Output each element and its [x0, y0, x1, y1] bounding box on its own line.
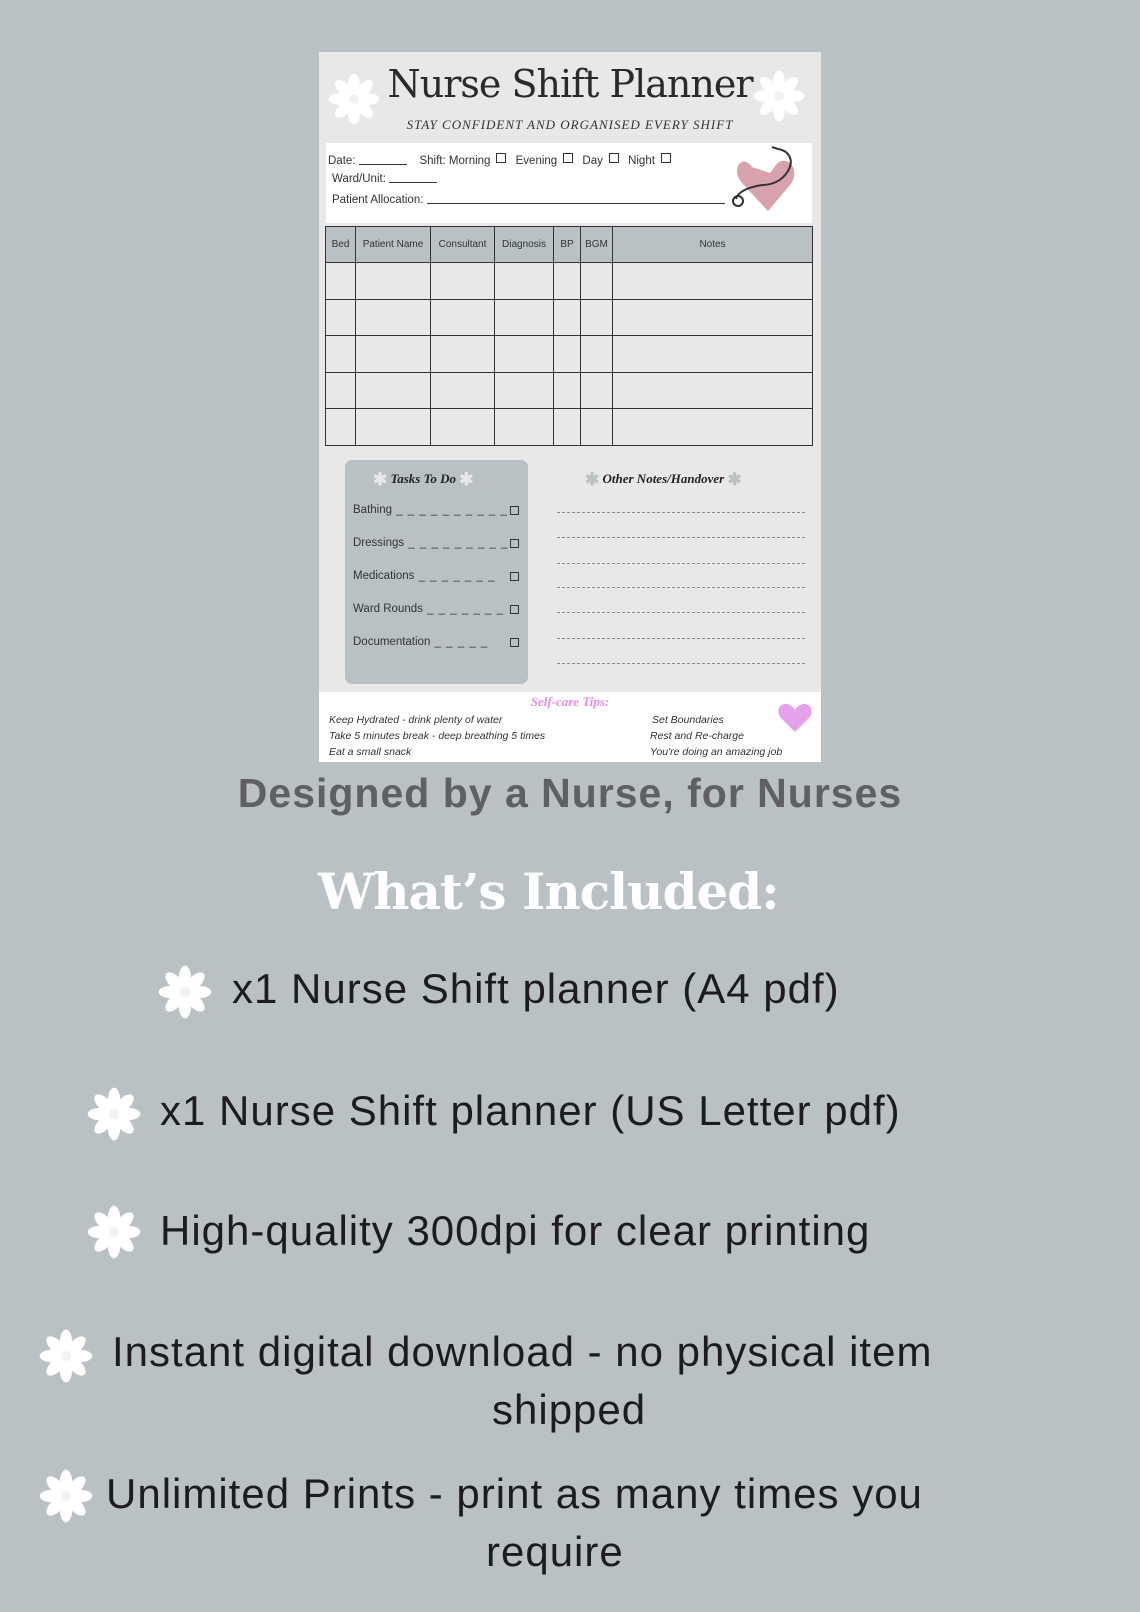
table-cell	[581, 409, 613, 446]
tagline: Designed by a Nurse, for Nurses	[237, 770, 903, 816]
ward-line	[332, 173, 437, 185]
task-item: Documentation _ _ _ _ _	[353, 636, 519, 648]
table-cell	[581, 263, 613, 300]
table-cell	[356, 299, 431, 336]
column-header: BP	[554, 227, 581, 263]
note-line	[557, 587, 805, 588]
table-cell	[554, 409, 581, 446]
planner-preview	[319, 52, 821, 762]
feature-item-continued: shipped	[492, 1386, 647, 1433]
table-cell	[431, 372, 495, 409]
column-header: Patient Name	[356, 227, 431, 263]
task-checkbox	[510, 572, 519, 581]
checkbox-evening	[563, 153, 573, 163]
task-item: Bathing _ _ _ _ _ _ _ _ _ _	[353, 504, 519, 516]
table-cell	[356, 263, 431, 300]
task-item: Medications _ _ _ _ _ _ _	[353, 570, 519, 582]
feature-item: High-quality 300dpi for clear printing	[160, 1207, 871, 1254]
task-label: Bathing	[353, 504, 393, 516]
task-checkbox	[510, 539, 519, 548]
table-cell	[581, 336, 613, 373]
table-cell	[431, 336, 495, 373]
shift-option-night: Night	[628, 155, 655, 167]
table-cell	[356, 336, 431, 373]
checkbox-day	[609, 153, 619, 163]
feature-item: Instant digital download - no physical item	[112, 1328, 933, 1375]
checkbox-morning	[496, 153, 506, 163]
feature-item: x1 Nurse Shift planner (A4 pdf)	[232, 965, 840, 1012]
column-header: BGM	[581, 227, 613, 263]
asterisk-icon: ✱	[373, 470, 388, 489]
table-cell	[326, 372, 356, 409]
tasks-heading-label: Tasks To Do	[390, 471, 457, 486]
column-header: Consultant	[431, 227, 495, 263]
stethoscope-heart-icon	[732, 145, 798, 217]
feature-item: Unlimited Prints - print as many times you	[106, 1470, 923, 1517]
table-cell	[495, 336, 554, 373]
table-cell	[613, 336, 813, 373]
note-line	[557, 663, 805, 664]
table-cell	[613, 372, 813, 409]
table-cell	[613, 299, 813, 336]
column-header: Bed	[326, 227, 356, 263]
date-label: Date:	[328, 155, 356, 167]
asterisk-icon: ✱	[459, 470, 474, 489]
column-header: Notes	[613, 227, 813, 263]
feature-item-continued: require	[486, 1528, 624, 1575]
column-header: Diagnosis	[495, 227, 554, 263]
table-cell	[326, 409, 356, 446]
task-checkbox	[510, 605, 519, 614]
table-cell	[431, 409, 495, 446]
ward-blank	[389, 182, 437, 183]
note-line	[557, 638, 805, 639]
planner-title: Nurse Shift Planner	[387, 62, 753, 106]
shift-label: Shift: Morning	[419, 155, 491, 167]
allocation-blank	[427, 203, 725, 204]
flower-icon	[86, 1204, 142, 1260]
table-row	[326, 299, 813, 336]
shift-option-evening: Evening	[515, 155, 558, 167]
task-label: Dressings	[353, 537, 405, 549]
table-cell	[431, 263, 495, 300]
table-cell	[431, 299, 495, 336]
table-cell	[326, 299, 356, 336]
included-heading: What’s Included:	[318, 862, 779, 921]
selfcare-tip: Rest and Re-charge	[650, 730, 744, 742]
ward-label: Ward/Unit:	[332, 173, 386, 185]
patient-table	[325, 226, 813, 446]
flower-icon	[38, 1328, 94, 1384]
task-checkbox	[510, 638, 519, 647]
task-item: Dressings _ _ _ _ _ _ _ _ _	[353, 537, 519, 549]
table-row	[326, 372, 813, 409]
allocation-line	[332, 194, 725, 206]
table-cell	[554, 372, 581, 409]
selfcare-tip: Set Boundaries	[652, 714, 724, 726]
table-cell	[554, 299, 581, 336]
flower-icon	[38, 1468, 94, 1524]
table-row	[326, 336, 813, 373]
table-body	[326, 263, 813, 446]
table-cell	[554, 263, 581, 300]
table-cell	[495, 372, 554, 409]
table-row	[326, 409, 813, 446]
table-cell	[495, 409, 554, 446]
asterisk-icon: ✱	[585, 470, 600, 489]
selfcare-title: Self-care Tips:	[530, 694, 610, 709]
selfcare-tip: You're doing an amazing job	[650, 746, 783, 758]
allocation-label: Patient Allocation:	[332, 194, 424, 206]
note-line	[557, 563, 805, 564]
task-label: Documentation	[353, 636, 431, 648]
note-line	[557, 512, 805, 513]
feature-item: x1 Nurse Shift planner (US Letter pdf)	[160, 1087, 901, 1134]
table-cell	[356, 372, 431, 409]
table-cell	[581, 372, 613, 409]
note-line	[557, 537, 805, 538]
table-cell	[581, 299, 613, 336]
table-cell	[613, 263, 813, 300]
note-line	[557, 612, 805, 613]
table-cell	[326, 336, 356, 373]
table-cell	[495, 263, 554, 300]
heart-icon	[777, 702, 813, 734]
flower-icon	[157, 964, 213, 1020]
shift-info-box	[326, 143, 812, 223]
selfcare-tip: Keep Hydrated - drink plenty of water	[329, 714, 503, 726]
planner-subtitle: STAY CONFIDENT AND ORGANISED EVERY SHIFT	[406, 117, 734, 132]
table-cell	[554, 336, 581, 373]
asterisk-icon: ✱	[727, 470, 742, 489]
tasks-heading	[373, 470, 474, 490]
table-cell	[613, 409, 813, 446]
selfcare-box	[319, 692, 821, 762]
table-row	[326, 263, 813, 300]
selfcare-tip: Eat a small snack	[329, 746, 412, 758]
date-blank	[359, 164, 407, 165]
shift-option-day: Day	[582, 155, 603, 167]
table-cell	[356, 409, 431, 446]
shift-info-line	[328, 153, 677, 167]
tasks-box	[345, 460, 528, 684]
flower-icon	[86, 1086, 142, 1142]
selfcare-tip: Take 5 minutes break - deep breathing 5 times	[329, 730, 546, 742]
task-checkbox	[510, 506, 519, 515]
task-item: Ward Rounds _ _ _ _ _ _ _	[353, 603, 519, 615]
checkbox-night	[661, 153, 671, 163]
notes-heading-label: Other Notes/Handover	[602, 471, 725, 486]
table-header-row	[326, 227, 813, 263]
notes-heading	[585, 470, 742, 490]
task-label: Ward Rounds	[353, 603, 423, 615]
table-cell	[326, 263, 356, 300]
task-label: Medications	[353, 570, 415, 582]
table-cell	[495, 299, 554, 336]
